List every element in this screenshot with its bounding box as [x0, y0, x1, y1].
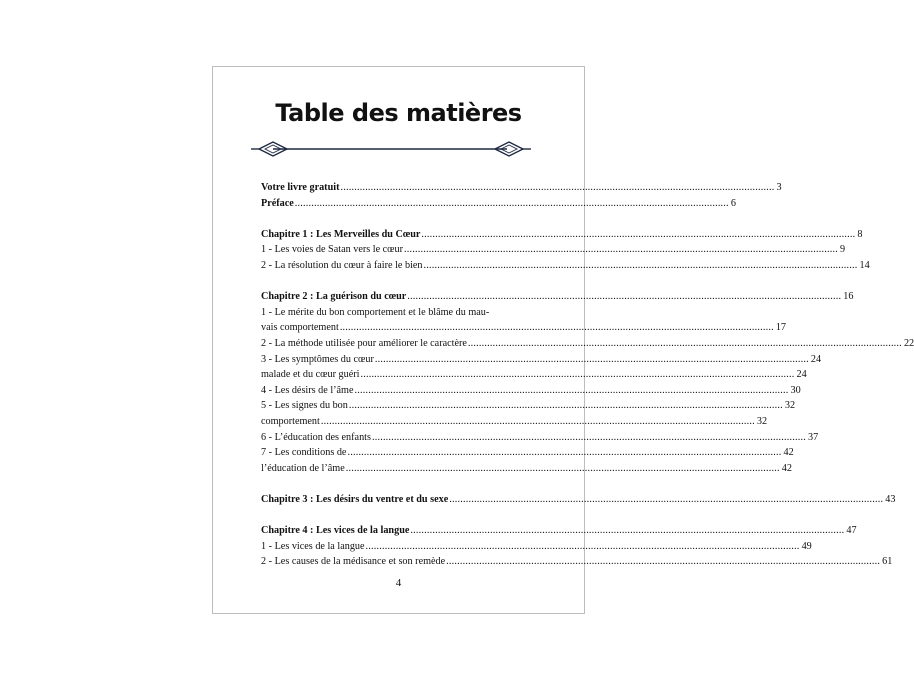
table-of-contents: [261, 180, 914, 570]
toc-entry[interactable]: 3 - Les symptômes du cœur .............................................................................................................................................................. 24: [261, 353, 822, 365]
toc-entry[interactable]: l’éducation de l’âme .............................................................................................................................................................. 42: [261, 462, 792, 474]
toc-entry[interactable]: 1 - Les voies de Satan vers le cœur .............................................................................................................................................................. 9: [261, 244, 846, 256]
toc-entry[interactable]: Votre livre gratuit .............................................................................................................................................................. 3: [261, 182, 782, 193]
ornament-divider: [251, 139, 531, 159]
toc-entry[interactable]: 2 - La résolution du cœur à faire le bien .............................................................................................................................................................. 14: [261, 259, 870, 271]
toc-entry[interactable]: Préface .............................................................................................................................................................. 6: [261, 197, 736, 209]
toc-entry[interactable]: 7 - Les conditions de .............................................................................................................................................................. 42: [261, 447, 794, 459]
toc-entry[interactable]: 1 - Les vices de la langue .............................................................................................................................................................. 49: [261, 540, 812, 552]
toc-entry[interactable]: Chapitre 1 : Les Merveilles du Cœur .............................................................................................................................................................. 8: [261, 228, 863, 240]
toc-entry[interactable]: malade et du cœur guéri .............................................................................................................................................................. 24: [261, 369, 807, 381]
toc-entry[interactable]: comportement .............................................................................................................................................................. 32: [261, 415, 768, 427]
toc-entry[interactable]: 2 - La méthode utilisée pour améliorer le caractère .............................................................................................................................................................. 22: [261, 337, 914, 349]
toc-entry[interactable]: vais comportement .............................................................................................................................................................. 17: [261, 322, 787, 334]
toc-entry[interactable]: 2 - Les causes de la médisance et son remède .............................................................................................................................................................. 61: [261, 556, 893, 568]
book-page: [212, 66, 914, 614]
toc-entry[interactable]: 5 - Les signes du bon .............................................................................................................................................................. 32: [261, 400, 796, 412]
page-number: 4: [395, 577, 402, 589]
toc-entry[interactable]: 1 - Le mérite du bon comportement et le blâme du mau-: [261, 306, 490, 318]
toc-entry[interactable]: 6 - L’éducation des enfants .............................................................................................................................................................. 37: [261, 431, 819, 443]
toc-entry[interactable]: 4 - Les désirs de l’âme .............................................................................................................................................................. 30: [261, 384, 801, 396]
toc-entry[interactable]: Chapitre 4 : Les vices de la langue .............................................................................................................................................................. 47: [261, 525, 857, 537]
toc-entry[interactable]: Chapitre 2 : La guérison du cœur .............................................................................................................................................................. 16: [261, 291, 854, 303]
page-title: Table des matières: [275, 99, 522, 127]
toc-entry[interactable]: Chapitre 3 : Les désirs du ventre et du sexe .............................................................................................................................................................. 43: [261, 493, 896, 505]
